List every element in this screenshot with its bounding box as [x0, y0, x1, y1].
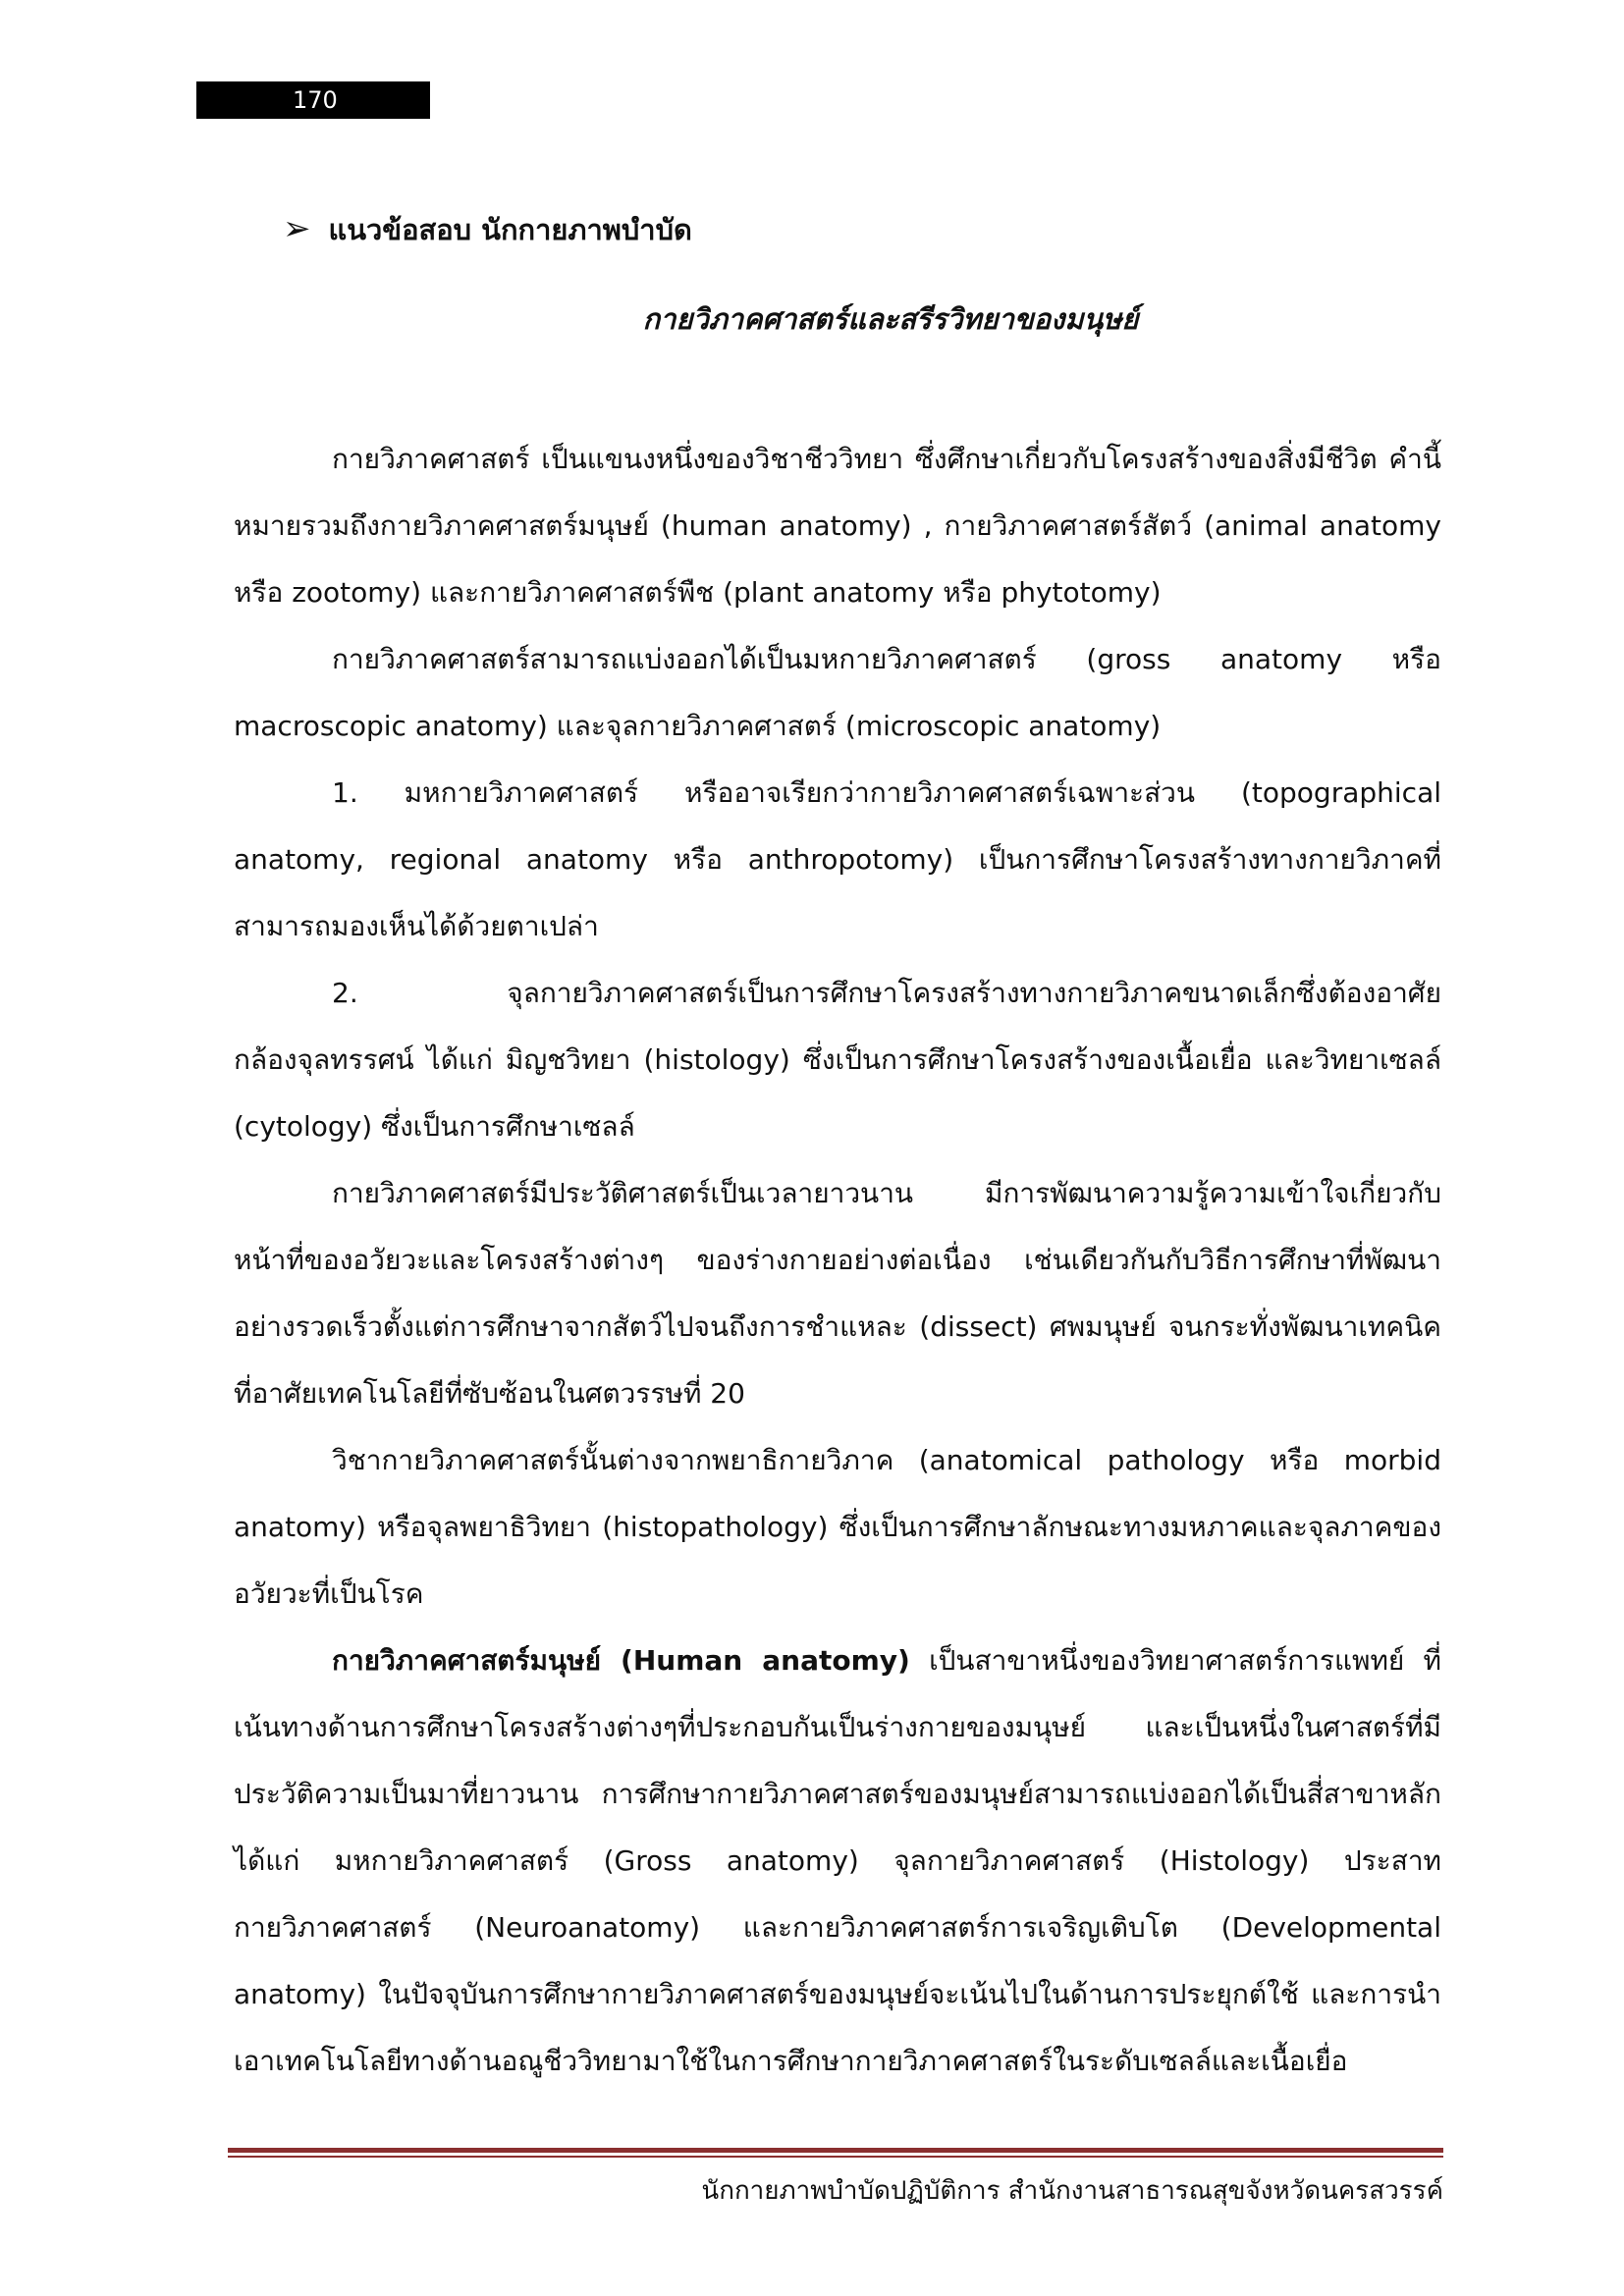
- page-number: 170: [196, 81, 430, 119]
- document-title: กายวิภาคศาสตร์และสรีรวิทยาของมนุษย์: [642, 302, 1139, 336]
- footer-text: นักกายภาพบำบัดปฏิบัติการ สำนักงานสาธารณสุขจังหวัดนครสวรรค์: [701, 2176, 1443, 2206]
- body-text: [234, 426, 1441, 2095]
- paragraph-gross-anatomy: 1. มหกายวิภาคศาสตร์ หรืออาจเรียกว่ากายวิภาคศาสตร์เฉพาะส่วน (topographical anatomy, regional anatomy หรือ anthropotomy) เป็นการศึกษาโครงสร้างทางกายวิภาคที่สามารถมองเห็นได้ด้วยตาเปล่า: [234, 776, 1441, 942]
- paragraph-anatomy-history: กายวิภาคศาสตร์มีประวัติศาสตร์เป็นเวลายาวนาน มีการพัฒนาความรู้ความเข้าใจเกี่ยวกับหน้าที่ของอวัยวะและโครงสร้างต่างๆ ของร่างกายอย่างต่อเนื่อง เช่นเดียวกันกับวิธีการศึกษาที่พัฒนาอย่างรวดเร็วตั้งแต่การศึกษาจากสัตว์ไปจนถึงการชำแหละ (dissect) ศพมนุษย์ จนกระทั่งพัฒนาเทคนิคที่อาศัยเทคโนโลยีที่ซับซ้อนในศตวรรษที่ 20: [234, 1177, 1441, 1410]
- section-heading: [283, 204, 692, 254]
- human-anatomy-description: เป็นสาขาหนึ่งของวิทยาศาสตร์การแพทย์ ที่เน้นทางด้านการศึกษาโครงสร้างต่างๆที่ประกอบกันเป็นร่างกายของมนุษย์ และเป็นหนึ่งในศาสตร์ที่มีประวัติความเป็นมาที่ยาวนาน การศึกษากายวิภาคศาสตร์ของมนุษย์สามารถแบ่งออกได้เป็นสี่สาขาหลัก ได้แก่ มหกายวิภาคศาสตร์ (Gross anatomy) จุลกายวิภาคศาสตร์ (Histology) ประสาทกายวิภาคศาสตร์ (Neuroanatomy) และกายวิภาคศาสตร์การเจริญเติบโต (Developmental anatomy) ในปัจจุบันการศึกษากายวิภาคศาสตร์ของมนุษย์จะเน้นไปในด้านการประยุกต์ใช้ และการนำเอาเทคโนโลยีทางด้านอณูชีววิทยามาใช้ในการศึกษากายวิภาคศาสตร์ในระดับเซลล์และเนื้อเยื่อ: [234, 1644, 1442, 2077]
- paragraph-anatomical-pathology: วิชากายวิภาคศาสตร์นั้นต่างจากพยาธิกายวิภาค (anatomical pathology หรือ morbid anatomy) หรือจุลพยาธิวิทยา (histopathology) ซึ่งเป็นการศึกษาลักษณะทางมหภาคและจุลภาคของอวัยวะที่เป็นโรค: [234, 1444, 1441, 1610]
- paragraph-microscopic-anatomy: 2. จุลกายวิภาคศาสตร์เป็นการศึกษาโครงสร้างทางกายวิภาคขนาดเล็กซึ่งต้องอาศัยกล้องจุลทรรศน์ ได้แก่ มิญชวิทยา (histology) ซึ่งเป็นการศึกษาโครงสร้างของเนื้อเยื่อ และวิทยาเซลล์ (cytology) ซึ่งเป็นการศึกษาเซลล์: [234, 977, 1441, 1143]
- human-anatomy-term: กายวิภาคศาสตร์มนุษย์ (Human anatomy): [332, 1644, 910, 1677]
- arrow-bullet-icon: ➢: [283, 209, 311, 248]
- footer-divider: [228, 2148, 1443, 2158]
- paragraph-anatomy-divisions: กายวิภาคศาสตร์สามารถแบ่งออกได้เป็นมหกายวิภาคศาสตร์ (gross anatomy หรือ macroscopic anatomy) และจุลกายวิภาคศาสตร์ (microscopic anatomy): [234, 643, 1441, 742]
- paragraph-anatomy-definition: กายวิภาคศาสตร์ เป็นแขนงหนึ่งของวิชาชีววิทยา ซึ่งศึกษาเกี่ยวกับโครงสร้างของสิ่งมีชีวิต คำนี้หมายรวมถึงกายวิภาคศาสตร์มนุษย์ (human anatomy) , กายวิภาคศาสตร์สัตว์ (animal anatomy หรือ zootomy) และกายวิภาคศาสตร์พืช (plant anatomy หรือ phytotomy): [234, 443, 1441, 609]
- section-heading-text: แนวข้อสอบ นักกายภาพบำบัด: [328, 213, 692, 246]
- paragraph-human-anatomy: [234, 1628, 1441, 2095]
